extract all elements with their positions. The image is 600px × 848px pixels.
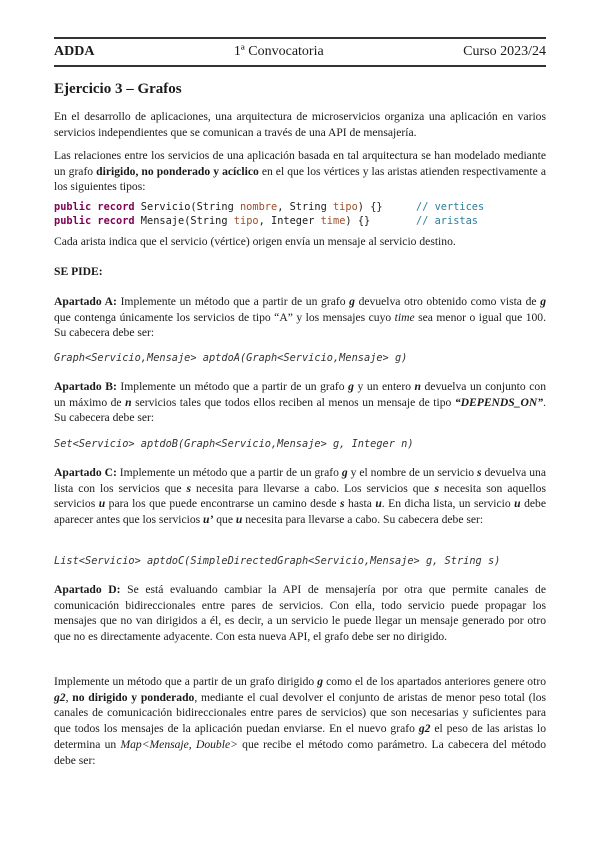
page-header: [54, 37, 546, 67]
header-exam: 1ª Convocatoria: [233, 44, 324, 59]
apartado-b-signature: Set<Servicio> aptdoB(Graph<Servicio,Mensaje> g, Integer n): [54, 438, 414, 450]
apartado-c-signature: List<Servicio> aptdoC(SimpleDirectedGraph<Servicio,Mensaje> g, String s): [54, 555, 501, 567]
apartado-c: Apartado C: Implemente un método que a partir de un grafo g y el nombre de un servicio s devuelva una lista con los servicios que s necesita para llevarse a cabo. Los servicios que s necesita son aquellos servicios u para los que puede encontrarse un camino desde s hasta u. En dicha lista, un servicio u debe aparecer antes que los servicios u’ que u necesita para llevarse a cabo. Su cabecera debe ser:: [54, 466, 546, 527]
apartado-d: Apartado D: Se está evaluando cambiar la API de mensajería por otra que permite canales de comunicación bidireccionales entre pares de servicios. Con ella, todo servicio puede propagar los mensajes que no van dirigidos a él, es decir, a un servicio le puede llegar un mensaje generado por otro que no es directamente adyacente. Con esta nueva API, el grafo debe ser no dirigido.: [54, 583, 546, 644]
apartado-b: Apartado B: Implemente un método que a partir de un grafo g y un entero n devuelva un conjunto con un máximo de n servicios tales que todos ellos reciben al menos un mensaje de tipo “DEPENDS_ON”. Su cabecera debe ser:: [54, 380, 546, 425]
code-line-mensaje: public record Mensaje(String tipo, Integer time) {} // aristas: [54, 215, 478, 227]
apartado-a: Apartado A: Implemente un método que a partir de un grafo g devuelva otro obtenido como vista de g que contenga únicamente los servicios de tipo “A” y los mensajes cuyo time sea menor o igual que 100. Su cabecera debe ser:: [54, 295, 546, 340]
intro-paragraph-1: En el desarrollo de aplicaciones, una arquitectura de microservicios organiza una aplicación en varios servicios independientes que se comunican a través de una API de mensajería.: [54, 110, 546, 139]
intro-paragraph-2: Las relaciones entre los servicios de una aplicación basada en tal arquitectura se han modelado mediante un grafo dirigido, no ponderado y acíclico en el que los vértices y las aristas atienden respectivamente a los siguientes tipos:: [54, 149, 546, 194]
header-course: Curso 2023/24: [463, 44, 546, 59]
se-pide-heading: SE PIDE:: [54, 265, 103, 278]
exercise-title: Ejercicio 3 – Grafos: [54, 81, 182, 97]
apartado-a-signature: Graph<Servicio,Mensaje> aptdoA(Graph<Servicio,Mensaje> g): [54, 352, 408, 364]
apartado-d-paragraph-2: Implemente un método que a partir de un grafo dirigido g como el de los apartados anteriores genere otro g2, no dirigido y ponderado, mediante el cual devolver el conjunto de aristas de menor peso total (los canales de comunicación bidireccionales entre pares de servicios) que son necesarias y suficientes para que todos los mensajes de la aplicación puedan enviarse. En el nuevo grafo g2 el peso de las aristas lo determina un Map<Mensaje, Double> que recibe el método como parámetro. La cabecera del método debe ser:: [54, 675, 547, 767]
code-line-servicio: public record Servicio(String nombre, String tipo) {} // vertices: [54, 201, 485, 213]
arista-note: Cada arista indica que el servicio (vértice) origen envía un mensaje al servicio destino.: [54, 235, 456, 248]
header-subject: ADDA: [54, 44, 95, 59]
